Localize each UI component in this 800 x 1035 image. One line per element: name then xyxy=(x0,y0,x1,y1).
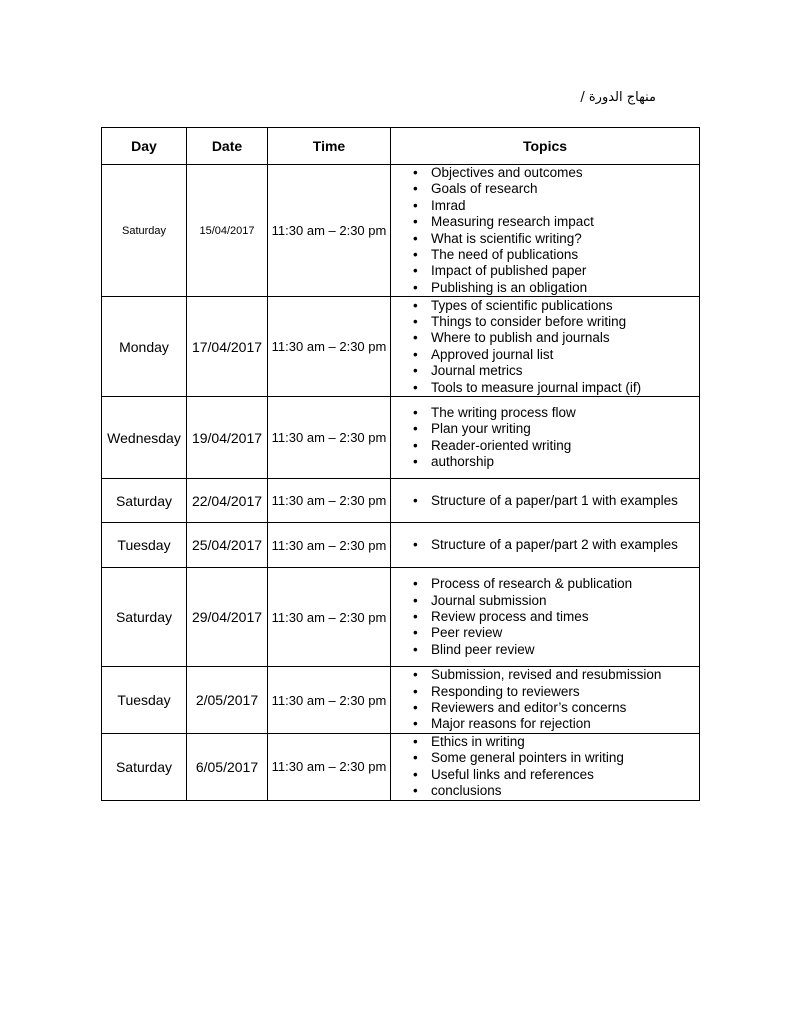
time-cell: 11:30 am – 2:30 pm xyxy=(268,568,391,667)
day-cell: Saturday xyxy=(102,165,187,297)
table-row xyxy=(102,397,700,479)
topics-cell xyxy=(391,733,700,800)
topic-item: • Objectives and outcomes xyxy=(431,165,699,181)
time-cell: 11:30 am – 2:30 pm xyxy=(268,397,391,479)
topic-item: • Measuring research impact xyxy=(431,214,699,230)
topic-item: • authorship xyxy=(431,454,699,470)
topic-item: • Major reasons for rejection xyxy=(431,716,699,732)
topic-item: • Process of research & publication xyxy=(431,576,699,592)
topic-item: • Approved journal list xyxy=(431,347,699,363)
table-row xyxy=(102,479,700,523)
topic-list xyxy=(391,667,699,733)
topic-item: • The need of publications xyxy=(431,247,699,263)
time-cell: 11:30 am – 2:30 pm xyxy=(268,733,391,800)
topic-item: • Goals of research xyxy=(431,181,699,197)
table-row xyxy=(102,523,700,568)
topic-item: • Plan your writing xyxy=(431,421,699,437)
time-cell: 11:30 am – 2:30 pm xyxy=(268,165,391,297)
topic-item: • The writing process flow xyxy=(431,405,699,421)
topic-item: • Ethics in writing xyxy=(431,734,699,750)
topic-list xyxy=(391,537,699,553)
topic-item: • Types of scientific publications xyxy=(431,298,699,314)
topic-item: • Blind peer review xyxy=(431,642,699,658)
header-row xyxy=(102,128,700,165)
day-cell: Tuesday xyxy=(102,667,187,734)
topic-list xyxy=(391,734,699,800)
time-cell: 11:30 am – 2:30 pm xyxy=(268,479,391,523)
date-cell: 17/04/2017 xyxy=(187,297,268,397)
topic-item: • conclusions xyxy=(431,783,699,799)
topics-cell xyxy=(391,568,700,667)
topic-list xyxy=(391,493,699,509)
topics-cell xyxy=(391,397,700,479)
day-cell: Monday xyxy=(102,297,187,397)
day-cell: Saturday xyxy=(102,568,187,667)
table-row xyxy=(102,667,700,734)
topics-cell xyxy=(391,523,700,568)
topic-item: • Submission, revised and resubmission xyxy=(431,667,699,683)
topics-cell xyxy=(391,667,700,734)
topic-item: • Imrad xyxy=(431,198,699,214)
day-cell: Tuesday xyxy=(102,523,187,568)
schedule-table xyxy=(101,127,700,801)
day-cell: Saturday xyxy=(102,733,187,800)
topics-cell xyxy=(391,165,700,297)
topic-item: • Some general pointers in writing xyxy=(431,750,699,766)
topic-item: • Journal metrics xyxy=(431,363,699,379)
date-cell: 29/04/2017 xyxy=(187,568,268,667)
topic-item: • Peer review xyxy=(431,625,699,641)
table-row xyxy=(102,568,700,667)
day-cell: Saturday xyxy=(102,479,187,523)
topic-item: • Tools to measure journal impact (if) xyxy=(431,380,699,396)
topic-item: • Responding to reviewers xyxy=(431,684,699,700)
column-header-topics: Topics xyxy=(391,128,700,165)
date-cell: 25/04/2017 xyxy=(187,523,268,568)
topic-item: • Reader-oriented writing xyxy=(431,438,699,454)
column-header-time: Time xyxy=(268,128,391,165)
topic-list xyxy=(391,298,699,396)
table-row xyxy=(102,297,700,397)
date-cell: 19/04/2017 xyxy=(187,397,268,479)
topics-cell xyxy=(391,479,700,523)
column-header-date: Date xyxy=(187,128,268,165)
date-cell: 22/04/2017 xyxy=(187,479,268,523)
topic-list xyxy=(391,165,699,296)
table-row xyxy=(102,165,700,297)
topic-list xyxy=(391,405,699,471)
table-row xyxy=(102,733,700,800)
topic-item: • Structure of a paper/part 1 with examples xyxy=(431,493,699,509)
date-cell: 2/05/2017 xyxy=(187,667,268,734)
topic-list xyxy=(391,576,699,658)
topic-item: • Where to publish and journals xyxy=(431,330,699,346)
page-heading: منهاج الدورة / xyxy=(580,90,656,105)
date-cell: 15/04/2017 xyxy=(187,165,268,297)
time-cell: 11:30 am – 2:30 pm xyxy=(268,667,391,734)
topic-item: • Reviewers and editor’s concerns xyxy=(431,700,699,716)
topic-item: • Publishing is an obligation xyxy=(431,280,699,296)
topic-item: • What is scientific writing? xyxy=(431,231,699,247)
column-header-day: Day xyxy=(102,128,187,165)
date-cell: 6/05/2017 xyxy=(187,733,268,800)
topic-item: • Review process and times xyxy=(431,609,699,625)
topic-item: • Journal submission xyxy=(431,593,699,609)
time-cell: 11:30 am – 2:30 pm xyxy=(268,523,391,568)
topic-item: • Structure of a paper/part 2 with examples xyxy=(431,537,699,553)
topic-item: • Things to consider before writing xyxy=(431,314,699,330)
topic-item: • Useful links and references xyxy=(431,767,699,783)
time-cell: 11:30 am – 2:30 pm xyxy=(268,297,391,397)
topics-cell xyxy=(391,297,700,397)
topic-item: • Impact of published paper xyxy=(431,263,699,279)
day-cell: Wednesday xyxy=(102,397,187,479)
